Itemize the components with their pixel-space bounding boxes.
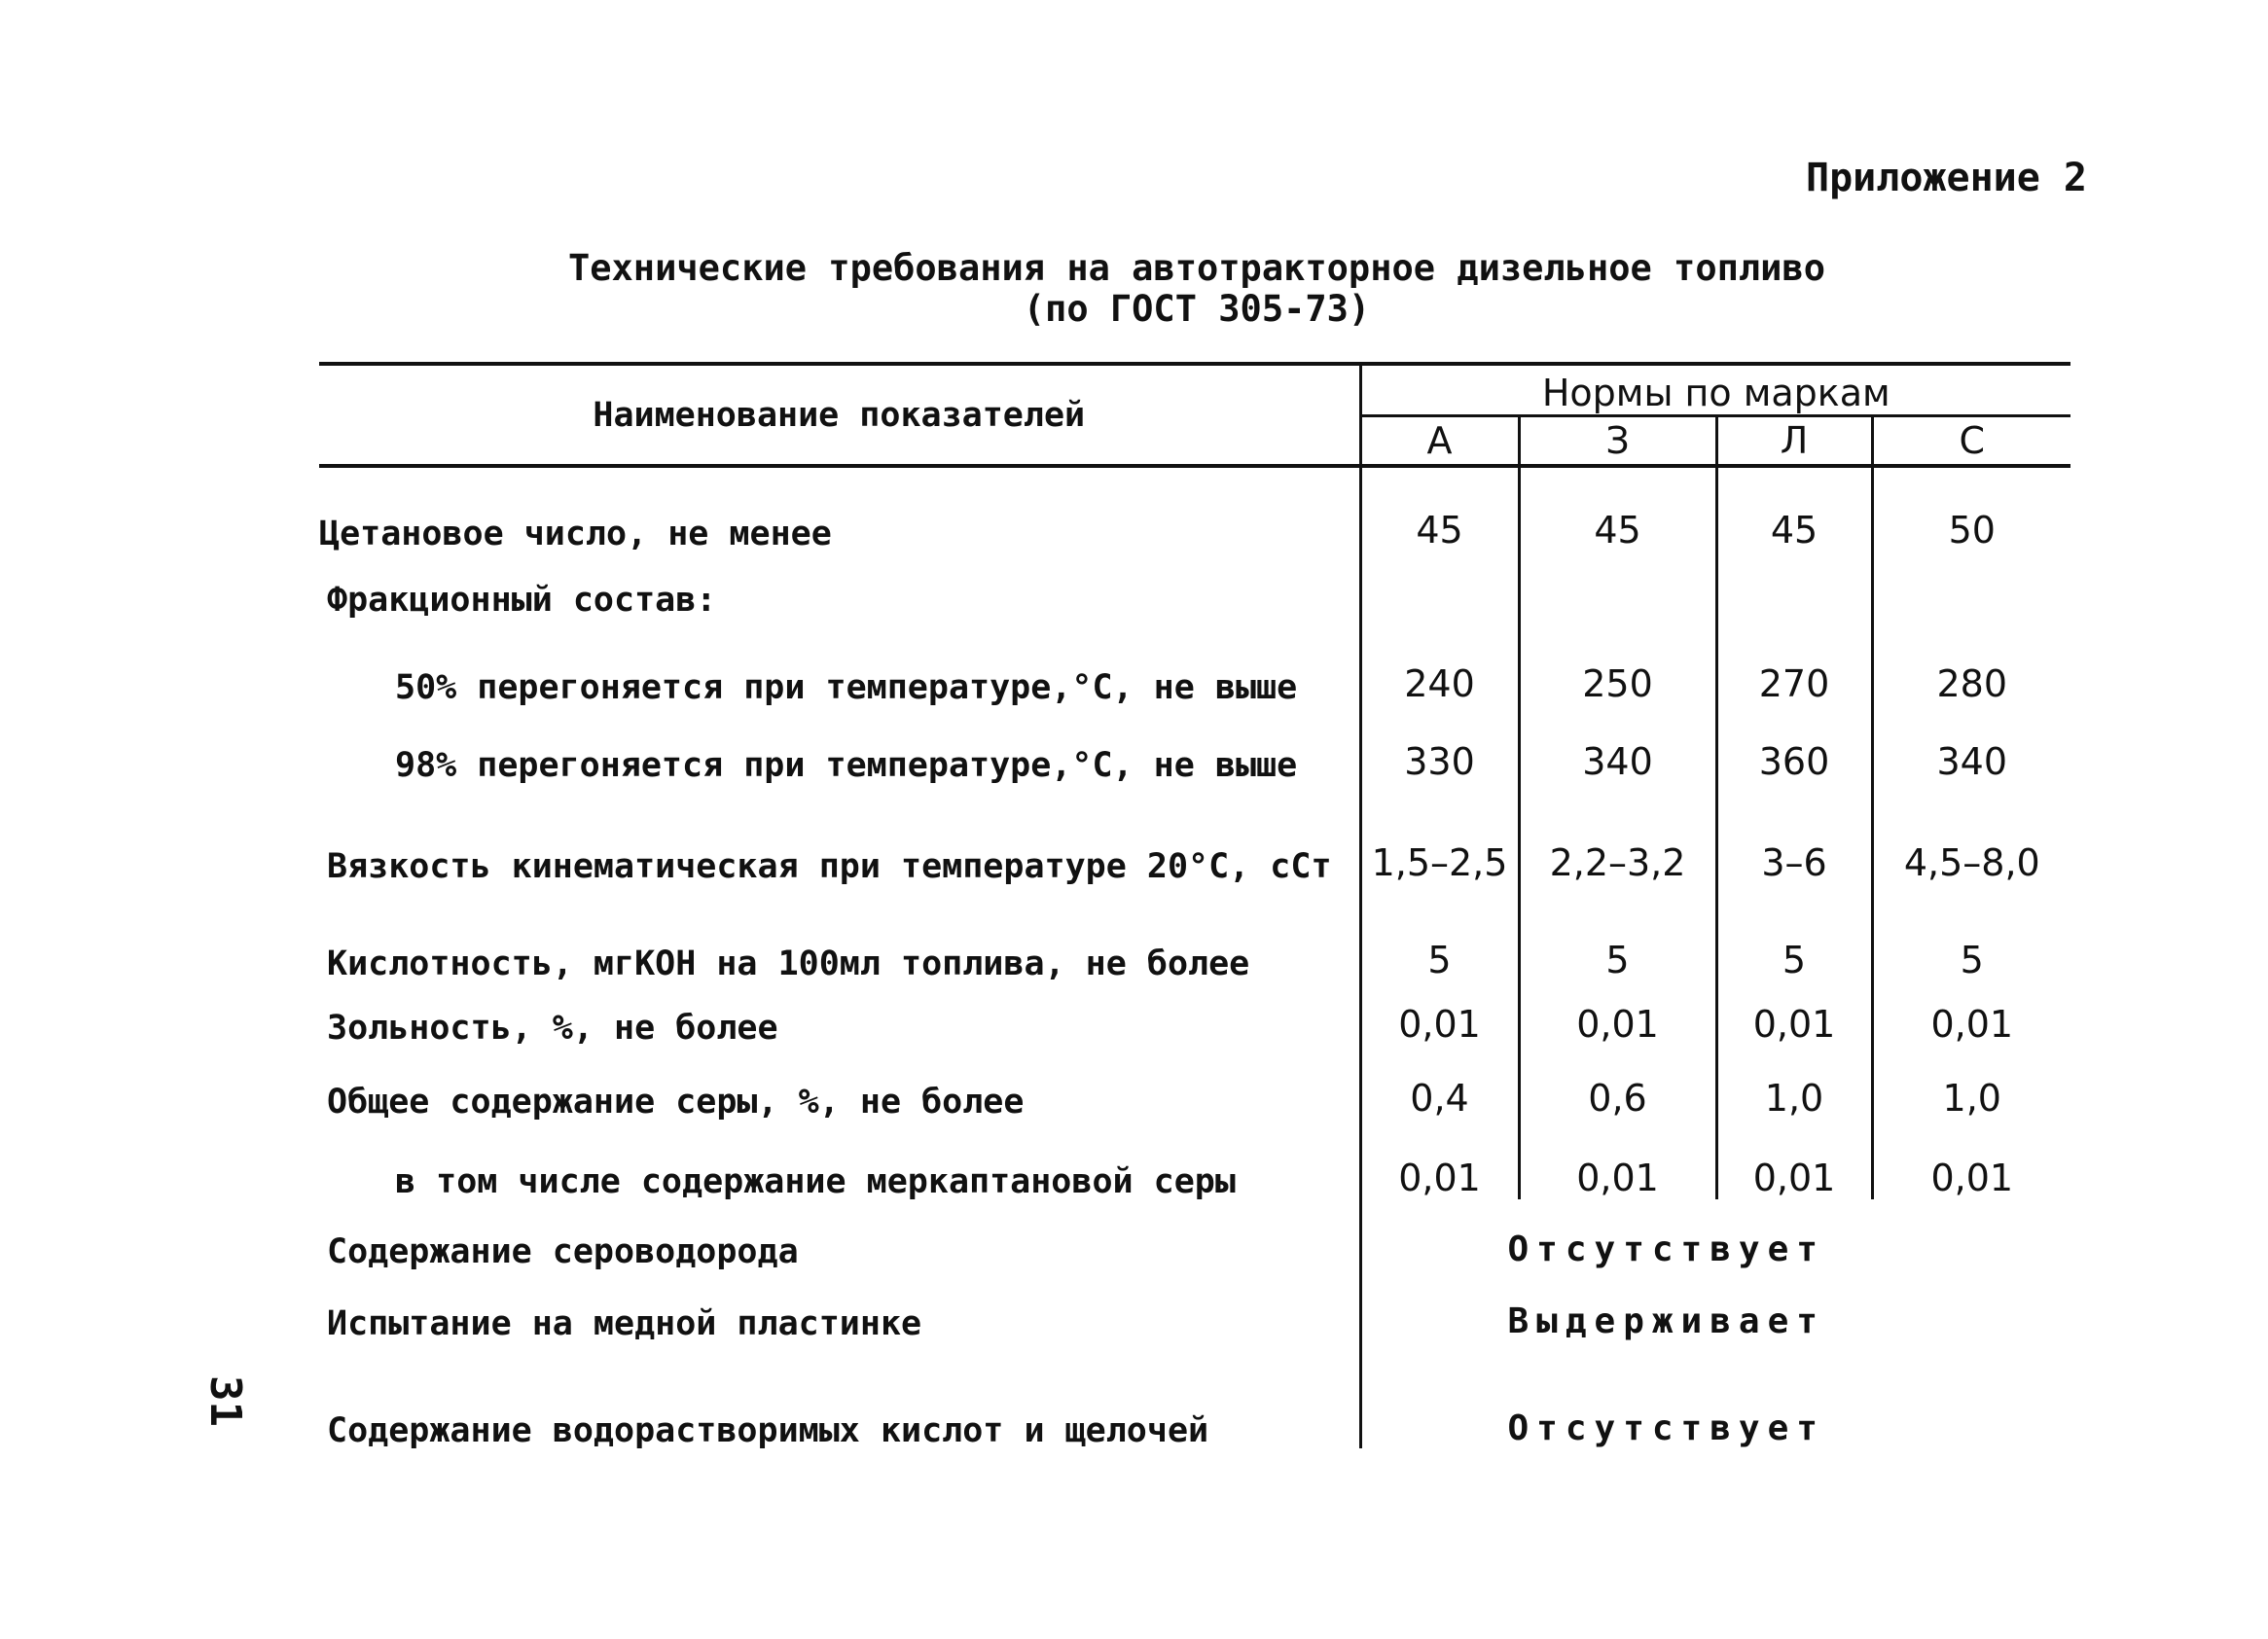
value-a: 240	[1404, 662, 1475, 705]
row-name: Фракционный состав:	[319, 552, 1360, 618]
value-l: 0,01	[1716, 1120, 1872, 1199]
value-a: 5	[1427, 939, 1452, 981]
row-name: Кислотность, мгКОН на 100мл топлива, не более	[319, 884, 1360, 981]
value-l	[1716, 552, 1872, 618]
fuel-requirements-table	[319, 362, 2070, 1448]
header-grade-l: Л	[1716, 416, 1872, 467]
table-row	[319, 618, 2070, 705]
appendix-label: Приложение 2	[1806, 156, 2087, 200]
value-s: 1,0	[1872, 1046, 2070, 1120]
value-a: 0,01	[1398, 1003, 1481, 1046]
value-a: 330	[1404, 740, 1475, 783]
row-name: Содержание сероводорода	[319, 1199, 1360, 1269]
table-row	[319, 705, 2070, 783]
value-z: 250	[1519, 618, 1716, 705]
table-row	[319, 884, 2070, 981]
span-value: Выдерживает	[1507, 1301, 1825, 1341]
table-row	[319, 1046, 2070, 1120]
row-name: 98% перегоняется при температуре,°C, не выше	[319, 705, 1360, 783]
value-l: 360	[1716, 705, 1872, 783]
value-s: 5	[1872, 884, 2070, 981]
row-name: Общее содержание серы, %, не более	[319, 1046, 1360, 1120]
table-row	[319, 1120, 2070, 1199]
value-l: 3–6	[1716, 783, 1872, 884]
row-name: 50% перегоняется при температуре,°C, не выше	[319, 618, 1360, 705]
value-a: 45	[1416, 509, 1463, 552]
value-z	[1519, 552, 1716, 618]
span-value: Отсутствует	[1507, 1229, 1825, 1269]
value-z: 45	[1519, 466, 1716, 552]
table-row	[319, 981, 2070, 1046]
header-grade-z: З	[1519, 416, 1716, 467]
table-row	[319, 466, 2070, 552]
value-l: 270	[1716, 618, 1872, 705]
value-z: 0,6	[1519, 1046, 1716, 1120]
value-s: 4,5–8,0	[1872, 783, 2070, 884]
header-grade-a: А	[1360, 416, 1519, 467]
value-s: 280	[1872, 618, 2070, 705]
table-row	[319, 552, 2070, 618]
value-s: 340	[1872, 705, 2070, 783]
row-name: Испытание на медной пластинке	[319, 1269, 1360, 1341]
table-row	[319, 1269, 2070, 1341]
header-grade-s: С	[1872, 416, 2070, 467]
row-name: Содержание водорастворимых кислот и щелочей	[319, 1341, 1360, 1448]
value-l: 45	[1716, 466, 1872, 552]
value-s: 50	[1872, 466, 2070, 552]
value-a	[1360, 552, 1519, 618]
row-name: Вязкость кинематическая при температуре 20°C, сСт	[319, 783, 1360, 884]
value-z: 5	[1519, 884, 1716, 981]
value-a: 1,5–2,5	[1371, 841, 1508, 884]
value-z: 2,2–3,2	[1519, 783, 1716, 884]
title-line-1: Технические требования на автотракторное дизельное топливо	[567, 247, 1825, 289]
header-indicator-name: Наименование показателей	[319, 364, 1360, 466]
value-s: 0,01	[1872, 1120, 2070, 1199]
page-number: 31	[199, 1375, 250, 1427]
header-norms-by-grade: Нормы по маркам	[1360, 364, 2070, 416]
value-z: 0,01	[1519, 1120, 1716, 1199]
title-line-2: (по ГОСТ 305-73)	[1023, 288, 1371, 330]
document-title	[321, 248, 2072, 330]
value-a: 0,01	[1398, 1157, 1481, 1199]
row-name: в том числе содержание меркаптановой серы	[319, 1120, 1360, 1199]
value-l: 1,0	[1716, 1046, 1872, 1120]
value-a: 0,4	[1410, 1077, 1469, 1120]
value-s	[1872, 552, 2070, 618]
table-row	[319, 783, 2070, 884]
value-l: 5	[1716, 884, 1872, 981]
value-s: 0,01	[1872, 981, 2070, 1046]
span-value: Отсутствует	[1507, 1408, 1825, 1448]
value-z: 0,01	[1519, 981, 1716, 1046]
row-name: Зольность, %, не более	[319, 981, 1360, 1046]
value-l: 0,01	[1716, 981, 1872, 1046]
value-z: 340	[1519, 705, 1716, 783]
row-name: Цетановое число, не менее	[319, 466, 1360, 552]
table-row	[319, 1341, 2070, 1448]
table-row	[319, 1199, 2070, 1269]
